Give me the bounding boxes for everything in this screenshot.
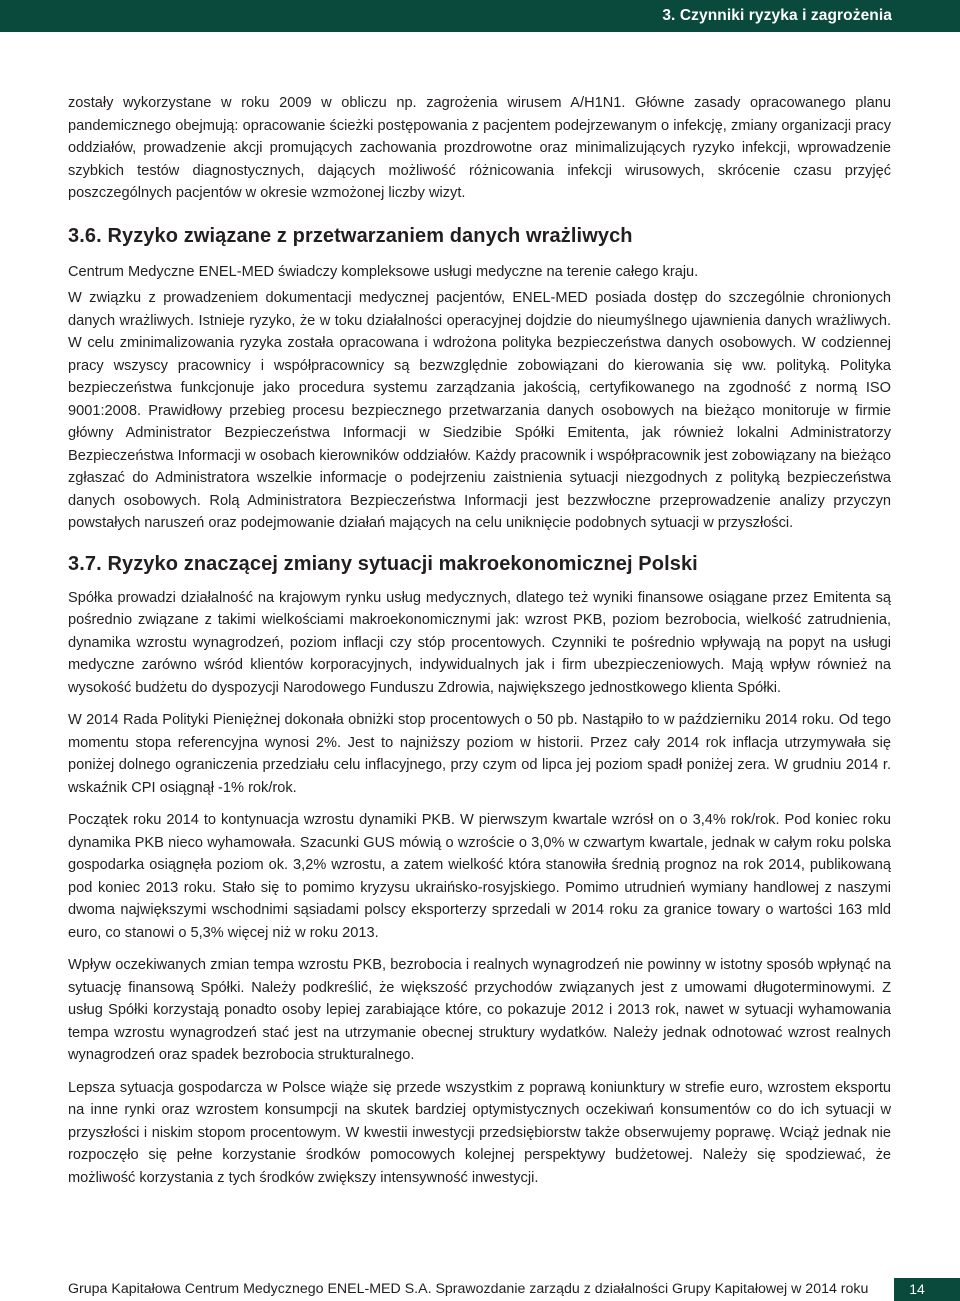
section-3-7-paragraph: Początek roku 2014 to kontynuacja wzrostu dynamiki PKB. W pierwszym kwartale wzrósł on o 3,4% rok/rok. Pod koniec roku dynamika PKB nieco wyhamowała. Szacunki GUS mówią o wzroście o 3,0% w czwartym kwartale, jednak w całym roku polska gospodarka osiągnęła poziom ok. 3,2% wzrostu, a zatem wielkość która stanowiła średnią prognoz na rok 2014, publikowaną pod koniec 2013 roku. Stało się to pomimo kryzysu ukraińsko-rosyjskiego. Pomimo utrudnień wymiany handlowej z naszymi dwoma największymi wschodnimi sąsiadami polscy eksporterzy sprzedali w 2014 roku za granice towary o wartości 163 mld euro, co stanowi o 5,3% więcej niż w roku 2013. [68,812,891,941]
intro-paragraph: zostały wykorzystane w roku 2009 w obliczu np. zagrożenia wirusem A/H1N1. Główne zasady opracowanego planu pandemicznego obejmują: opracowanie ścieżki postępowania z pacjentem podejrzewanym o infekcję, zmiany organizacji pracy oddziałów, prowadzenie akcji promujących zachowania prozdrowotne oraz minimalizujących ryzyko infekcji, wprowadzenie szybkich testów diagnostycznych, dających możliwość różnicowania infekcji wirusowych, skrócenie czasu przyjęć poszczególnych pacjentów w okresie wzmożonej liczby wizyt. [68,95,891,201]
section-3-7-paragraph: Spółka prowadzi działalność na krajowym rynku usług medycznych, dlatego też wyniki finansowe osiągane przez Emitenta są pośrednio związane z takimi wielkościami makroekonomicznymi jak: wzrost PKB, poziom bezrobocia, wielkość zatrudnienia, dynamika wzrostu wynagrodzeń, poziom inflacji czy stóp procentowych. Czynniki te pośrednio wpływają na popyt na usługi medyczne zarówno wśród klientów korporacyjnych, indywidualnych jak i firm ubezpieczeniowych. Mają wpływ również na wysokość budżetu do dyspozycji Narodowego Funduszu Zdrowia, największego jednostkowego klienta Spółki. [68,589,891,696]
page-number-box [894,1278,960,1301]
section-3-7-heading [68,551,891,577]
section-title: Ryzyko znaczącej zmiany sytuacji makroekonomicznej Polski [107,552,698,575]
page-content [68,92,891,1199]
section-3-7-paragraph: Wpływ oczekiwanych zmian tempa wzrostu PKB, bezrobocia i realnych wynagrodzeń nie powinny w istotny sposób wpłynąć na sytuację finansową Spółki. Należy podkreślić, że większość przychodów związanych jest z umowami długoterminowymi. Z usług Spółki korzystają ponadto osoby lepiej zarabiające które, co pokazuje 2012 i 2013 rok, nawet w sytuacji wyhamowania tempa wzrostu wynagrodzeń stać jest na utrzymanie obecnej struktury wydatków. Należy jednak odnotować wzrost realnych wynagrodzeń oraz spadek bezrobocia strukturalnego. [68,957,891,1063]
section-3-6-heading [68,223,891,249]
header-bar [0,0,960,32]
section-3-7-paragraph: Lepsza sytuacja gospodarcza w Polsce wiąże się przede wszystkim z poprawą koniunktury w strefie euro, wzrostem eksportu na inne rynki oraz wzrostem konsumpcji na skutek bardziej optymistycznych oczekiwań konsumentów co do ich sytuacji w przyszłości i niskim stopom procentowym. W kwestii inwestycji przedsiębiorstw także obserwujemy poprawę. Wciąż jednak nie rozpoczęło się pełne korzystanie środków pomocowych kolejnej perspektywy budżetowej. Należy się spodziewać, że możliwość korzystania z tych środków zwiększy intensywność inwestycji. [68,1079,891,1186]
section-3-6-paragraph: Centrum Medyczne ENEL-MED świadczy kompleksowe usługi medyczne na terenie całego kraju. [68,263,699,280]
section-title: Ryzyko związane z przetwarzaniem danych wrażliwych [107,224,633,247]
section-number: 3.7. [68,552,102,575]
section-3-7-paragraph: W 2014 Rada Polityki Pieniężnej dokonała obniżki stop procentowych o 50 pb. Nastąpiło to w październiku 2014 roku. Od tego momentu stopa referencyjna wynosi 2%. Jest to najniższy poziom w historii. Przez cały 2014 rok inflacja utrzymywała się poniżej dolnego ograniczenia przedziału celu inflacyjnego, przy czym od lipca jej poziom spadł poniżej zera. W grudniu 2014 r. wskaźnik CPI osiągnął -1% rok/rok. [68,712,891,796]
section-number: 3.6. [68,224,102,247]
section-3-6-paragraph: W związku z prowadzeniem dokumentacji medycznej pacjentów, ENEL-MED posiada dostęp do szczególnie chronionych danych wrażliwych. Istnieje ryzyko, że w toku działalności operacyjnej dojdzie do nieumyślnego ujawnienia danych wrażliwych. W celu zminimalizowania ryzyka została opracowana i wdrożona polityka bezpieczeństwa danych osobowych. W codziennej pracy wszyscy pracownicy i współpracownicy są bezwzględnie zobowiązani do kierowania się ww. polityką. Polityka bezpieczeństwa funkcjonuje jako procedura systemu zarządzania jakością, certyfikowanego na zgodność z normą ISO 9001:2008. Prawidłowy przebieg procesu bezpiecznego przetwarzania danych osobowych na bieżąco monitoruje w firmie główny Administrator Bezpieczeństwa Informacji w Siedzibie Spółki Emitenta, jak również lokalni Administratorzy Bezpieczeństwa Informacji w osobach kierowników oddziałów. Każdy pracownik i współpracownik jest zobowiązany na bieżąco zgłaszać do Administratora wszelkie informacje o podejrzeniu zaistnienia sytuacji niezgodnych z polityką bezpieczeństwa danych osobowych. Rolą Administratora Bezpieczeństwa Informacji jest bezzwłoczne przeprowadzenie analizy przyczyn powstałych naruszeń oraz podejmowanie działań mających na celu uniknięcie podobnych sytuacji w przyszłości. [68,290,891,531]
page-number: 14 [909,1281,925,1297]
footer-text: Grupa Kapitałowa Centrum Medycznego ENEL-MED S.A. Sprawozdanie zarządu z działalności Grupy Kapitałowej w 2014 roku [68,1281,869,1297]
chapter-title: 3. Czynniki ryzyka i zagrożenia [662,7,892,24]
